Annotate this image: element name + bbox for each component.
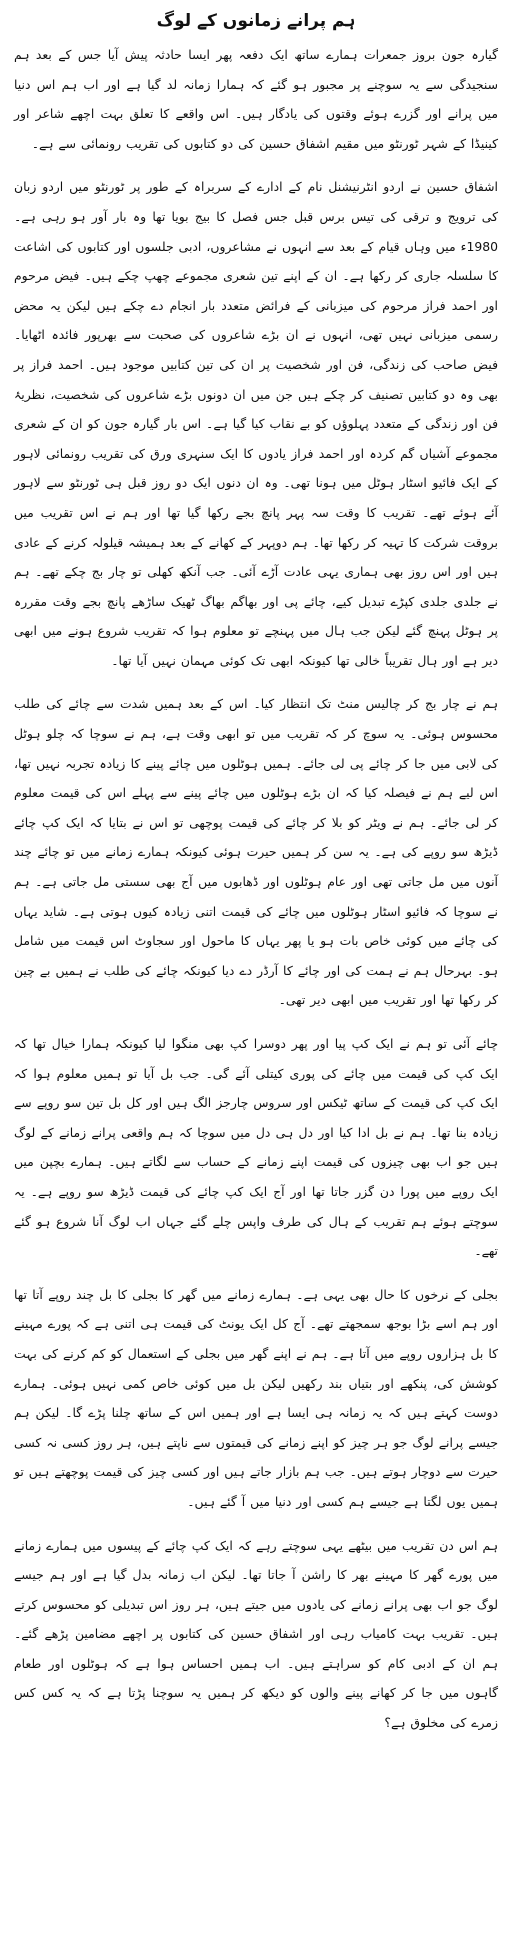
article-paragraph: چائے آئی تو ہم نے ایک کپ پیا اور پھر دوسرا کپ بھی منگوا لیا کیونکہ ہمارا خیال تھا کہ ایک کپ کی قیمت میں چائے کی پوری کیتلی آئے گی۔ جب بل آیا تو ہمیں معلوم ہوا کہ ایک کپ کی قیمت کے ساتھ ٹیکس اور سروس چارجز الگ ہیں اور کل بل تین سو روپے سے زیادہ بنا تھا۔ ہم نے بل ادا کیا اور دل ہی دل میں سوچا کہ ہم واقعی پرانے زمانے کے لوگ ہیں جو اب بھی چیزوں کی قیمت اپنے زمانے کے حساب سے لگاتے ہیں۔ ہمارے بچپن میں ایک روپے میں پورا دن گزر جاتا تھا اور آج ایک کپ چائے کی قیمت ڈیڑھ سو روپے ہے۔ یہ سوچتے ہوئے ہم تقریب کے ہال کی طرف واپس چلے گئے جہاں اب لوگ آنا شروع ہو گئے تھے۔ — [14, 1036, 498, 1259]
article-paragraph: ہم نے چار بج کر چالیس منٹ تک انتظار کیا۔ اس کے بعد ہمیں شدت سے چائے کی طلب محسوس ہوئی۔ یہ سوچ کر کہ تقریب میں تو ابھی وقت ہے، ہم نے سوچا کہ چلو ہوٹل کی لابی میں جا کر چائے پی لی جائے۔ ہمیں ہوٹلوں میں چائے پینے کا زیادہ تجربہ نہیں تھا، اس لیے ہم نے فیصلہ کیا کہ ان بڑے ہوٹلوں میں چائے پینے سے پہلے اس کی قیمت معلوم کر لی جائے۔ ہم نے ویٹر کو بلا کر چائے کی قیمت پوچھی تو اس نے بتایا کہ ایک کپ چائے ڈیڑھ سو روپے کی ہے۔ یہ سن کر ہمیں حیرت ہوئی کیونکہ ہمارے زمانے میں تو چائے چند آنوں میں مل جاتی تھی اور عام ہوٹلوں اور ڈھابوں میں آج بھی سستی مل جاتی ہے۔ ہم نے سوچا کہ فائیو اسٹار ہوٹلوں میں چائے کی قیمت اتنی زیادہ کیوں ہوتی ہے۔ شاید یہاں کی چائے میں کوئی خاص بات ہو یا پھر یہاں کا ماحول اور سجاوٹ اس قیمت میں شامل ہو۔ بہرحال ہم نے ہمت کی اور چائے کا آرڈر دے دیا کیونکہ چائے کی طلب نے ہمیں بے چین کر رکھا تھا اور تقریب میں ابھی دیر تھی۔ — [14, 696, 498, 1008]
article-paragraph: بجلی کے نرخوں کا حال بھی یہی ہے۔ ہمارے زمانے میں گھر کا بجلی کا بل چند روپے آتا تھا اور ہم اسے بڑا بوجھ سمجھتے تھے۔ آج کل ایک یونٹ کی قیمت ہی اتنی ہے کہ پورے مہینے کا بل ہزاروں روپے میں آتا ہے۔ ہم نے اپنے گھر میں بجلی کے استعمال کو کم کرنے کی بہت کوشش کی، پنکھے اور بتیاں بند رکھیں لیکن بل میں کوئی خاص کمی نہیں ہوئی۔ ہمارے دوست کہتے ہیں کہ یہ زمانہ ہی ایسا ہے اور ہمیں اس کے ساتھ چلنا پڑے گا۔ لیکن ہم جیسے پرانے لوگ جو ہر چیز کو اپنے زمانے کی قیمتوں سے ناپتے ہیں، ہر روز کسی نہ کسی حیرت سے دوچار ہوتے ہیں۔ جب ہم بازار جاتے ہیں اور کسی چیز کی قیمت پوچھتے ہیں تو ہمیں یوں لگتا ہے جیسے ہم کسی اور دنیا میں آ گئے ہیں۔ — [14, 1286, 498, 1509]
article-paragraph: ہم اس دن تقریب میں بیٹھے یہی سوچتے رہے کہ ایک کپ چائے کے پیسوں میں ہمارے زمانے میں پورے گھر کا مہینے بھر کا راشن آ جاتا تھا۔ لیکن اب زمانہ بدل گیا ہے اور ہم جیسے لوگ جو اب بھی پرانے زمانے کی یادوں میں جیتے ہیں، ہر روز اس تبدیلی کو محسوس کرتے ہیں۔ تقریب بہت کامیاب رہی اور اشفاق حسین کی کتابوں پر اچھے مضامین پڑھے گئے۔ ہم ان کے ادبی کام کو سراہتے ہیں۔ اب ہمیں احساس ہوا ہے کہ ہوٹلوں اور طعام گاہوں میں جا کر کھانے پینے والوں کو دیکھ کر ہمیں یہ سوچنا پڑتا ہے کہ یہ کس کس زمرے کی مخلوق ہے؟ — [14, 1537, 498, 1731]
article-paragraph: اشفاق حسین نے اردو انٹرنیشنل نام کے ادارے کے سربراہ کے طور پر ٹورنٹو میں اردو زبان کی ترویج و ترقی کی تیس برس قبل جس فصل کا بیج بویا تھا وہ بار آور ہو رہی ہے۔ 1980ء میں وہاں قیام کے بعد سے انہوں نے مشاعروں، ادبی جلسوں اور کتابوں کی اشاعت کا سلسلہ جاری کر رکھا ہے۔ ان کے اپنے تین شعری مجموعے چھپ چکے ہیں۔ فیض مرحوم اور احمد فراز مرحوم کی میزبانی کے فرائض متعدد بار انجام دے چکے ہیں لیکن یہ محض رسمی میزبانی نہیں تھی، انہوں نے ان بڑے شاعروں کی صحبت سے بھرپور فائدہ اٹھایا۔ فیض صاحب کی زندگی، فن اور شخصیت پر ان کی تین کتابیں موجود ہیں۔ احمد فراز پر بھی وہ دو کتابیں تصنیف کر چکے ہیں جن میں ان دونوں بڑے شاعروں کی شخصیت، نظریۂ فن اور زندگی کے متعدد پہلوؤں کو بے نقاب کیا گیا ہے۔ اس بار گیارہ جون کو ان کے شعری مجموعے آشیاں گم کردہ اور احمد فراز یادوں کا ایک سنہری ورق کی تقریب رونمائی لاہور کے ایک فائیو اسٹار ہوٹل میں ہونا تھی۔ وہ ان دنوں ایک دو روز قبل ہی ٹورنٹو سے لاہور آئے ہوئے تھے۔ تقریب کا وقت سہ پہر پانچ بجے رکھا گیا تھا اور ہم نے اس تقریب میں بروقت شرکت کا تہیہ کر رکھا تھا۔ ہم دوپہر کے کھانے کے بعد ہمیشہ قیلولہ کرنے کے عادی ہیں اور اس روز بھی ہماری یہی عادت آڑے آئی۔ جب آنکھ کھلی تو چار بج چکے تھے۔ ہم نے جلدی جلدی کپڑے تبدیل کیے، چائے پی اور بھاگم بھاگ ٹھیک ساڑھے پانچ بجے وقت مقررہ پر ہوٹل پہنچ گئے لیکن جب ہال میں پہنچے تو معلوم ہوا کہ تقریب شروع ہونے میں ابھی دیر ہے اور ہال تقریباً خالی تھا کیونکہ ابھی تک کوئی مہمان نہیں آیا تھا۔ — [14, 179, 498, 668]
article-title: ہم پرانے زمانوں کے لوگ — [156, 11, 356, 31]
article-paragraph: گیارہ جون بروز جمعرات ہمارے ساتھ ایک دفعہ پھر ایسا حادثہ پیش آیا جس کے بعد ہم سنجیدگی سے یہ سوچنے پر مجبور ہو گئے کہ ہمارا زمانہ لد گیا ہے اور اب ہم اس دنیا میں پرانے اور گزرے ہوئے وقتوں کی یادگار ہیں۔ اس واقعے کا تعلق بہت اچھے شاعر اور کینیڈا کے شہر ٹورنٹو میں مقیم اشفاق حسین کی دو کتابوں کی تقریب رونمائی سے ہے۔ — [14, 47, 498, 151]
